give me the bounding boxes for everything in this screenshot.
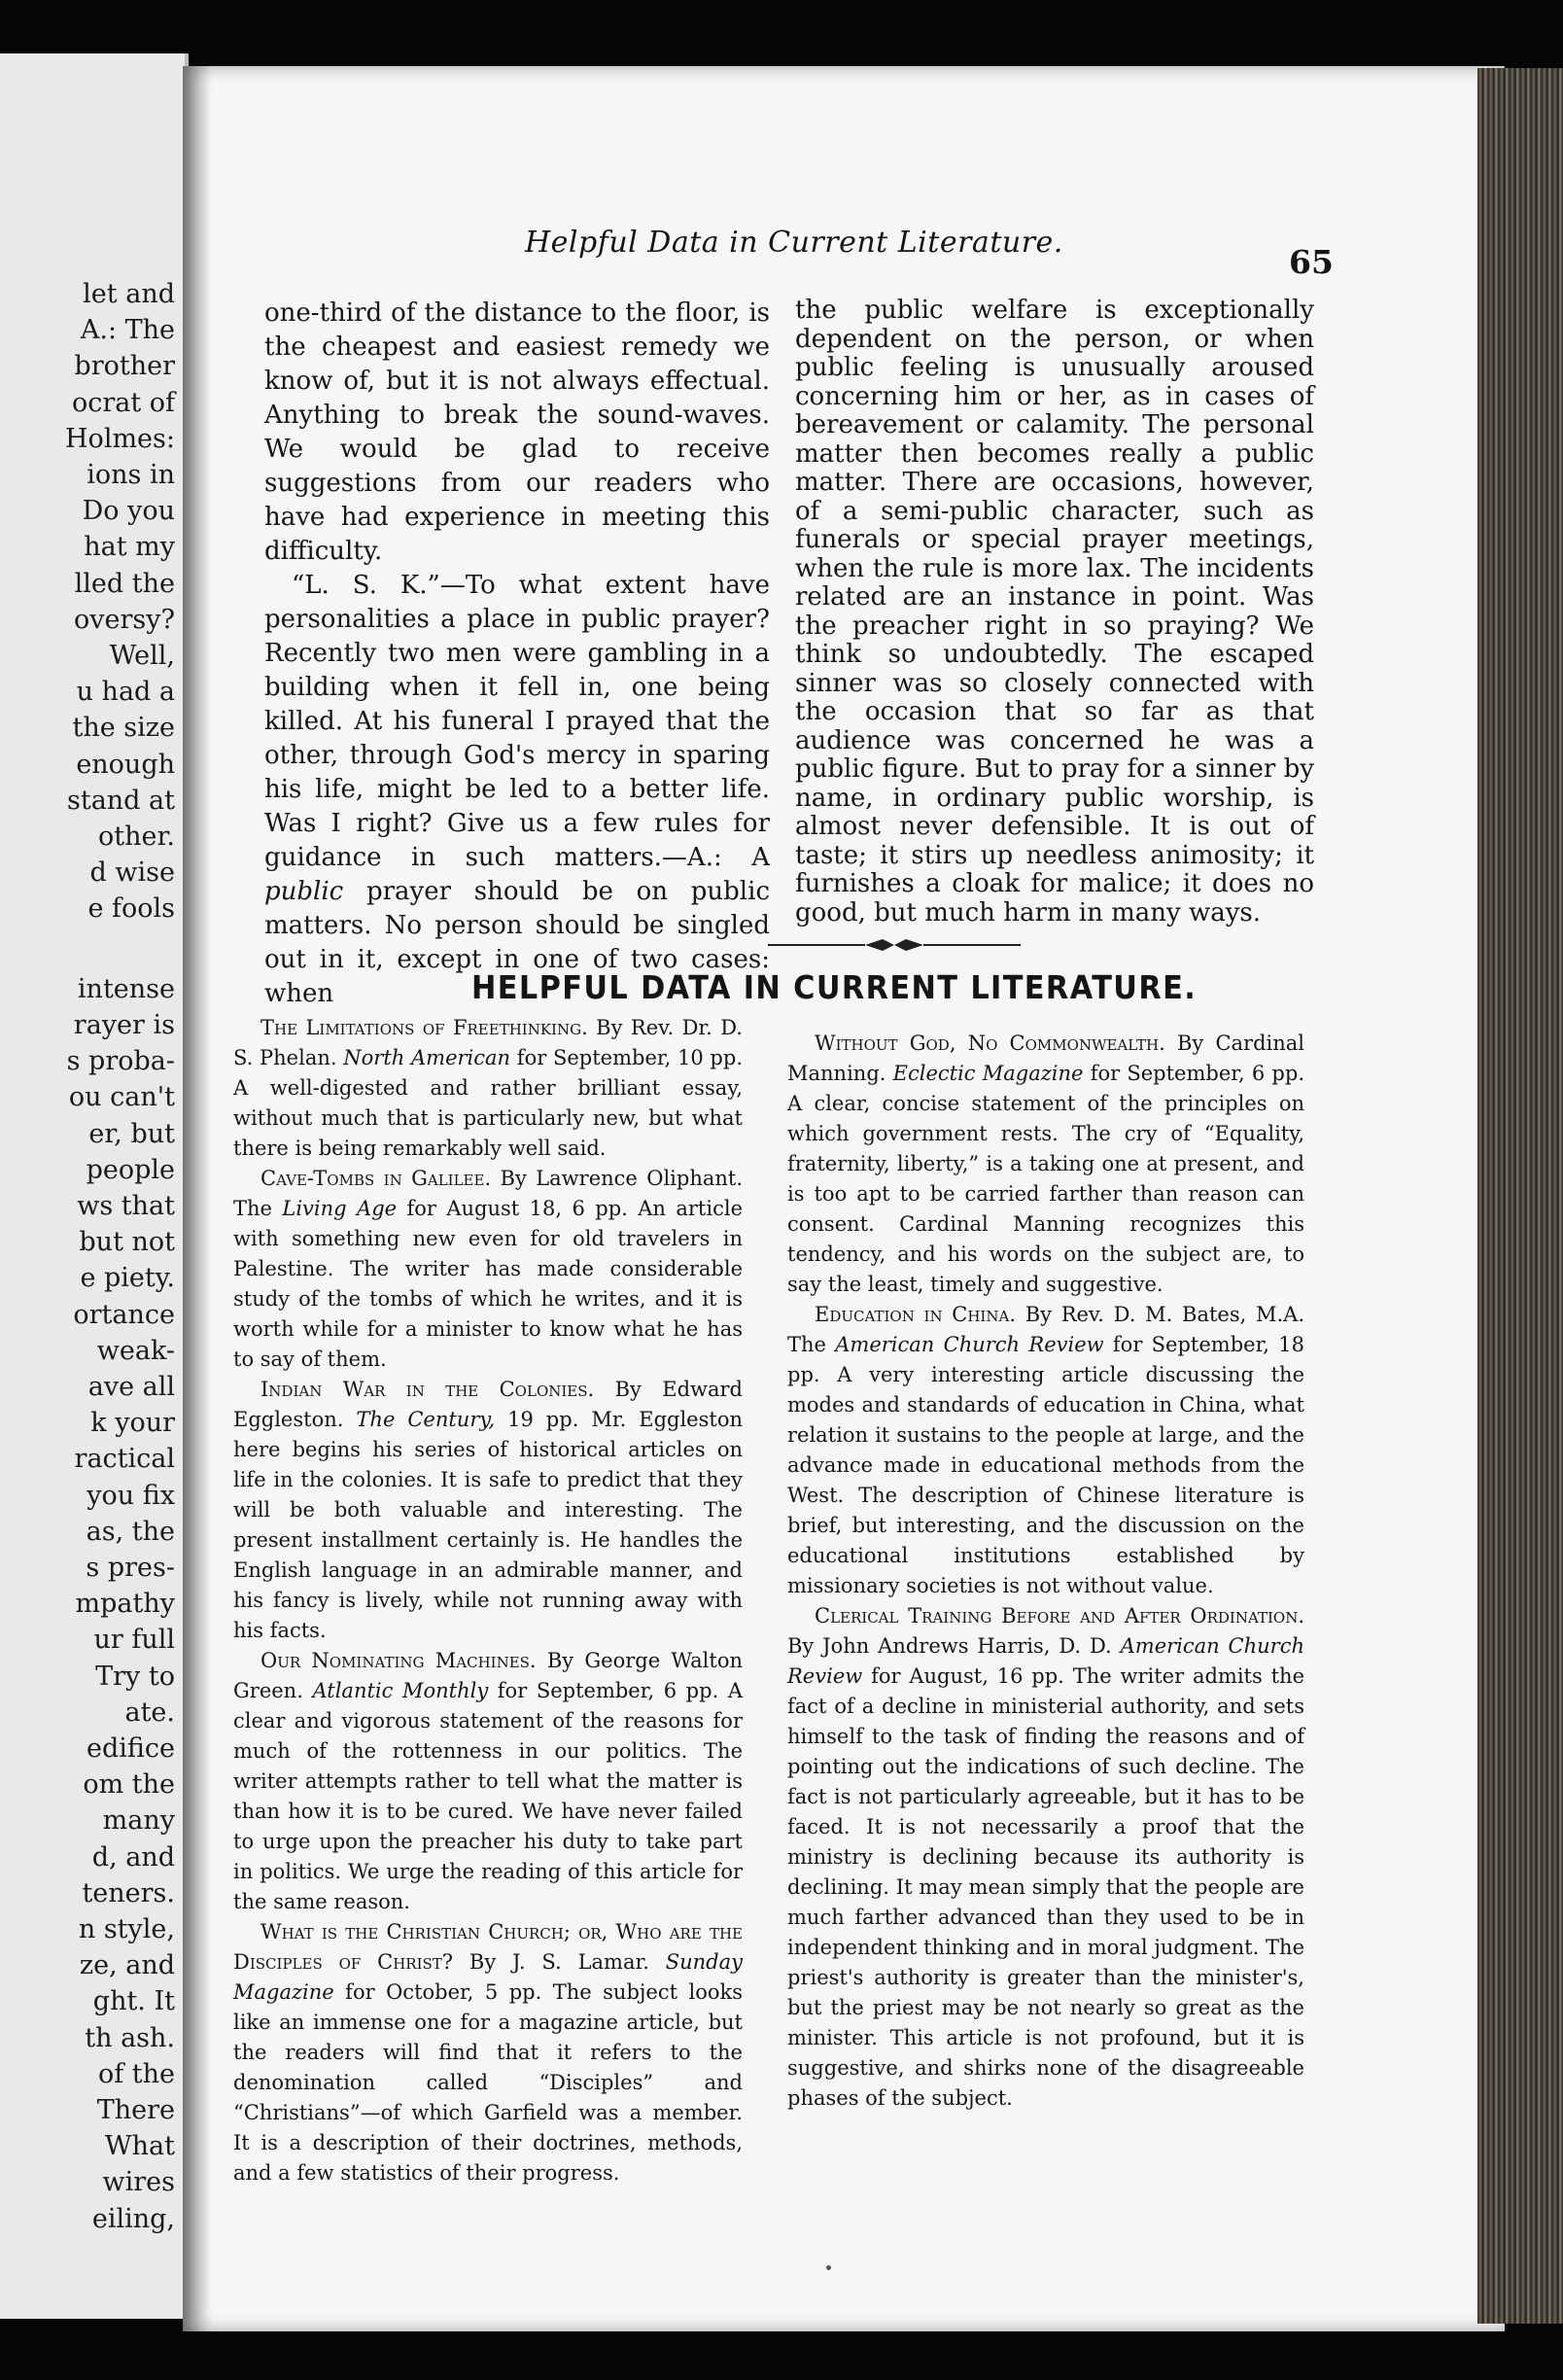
facing-page-line: wires [102,2167,175,2198]
page-gutter-shadow [183,66,212,2331]
facing-page-line: edifice [86,1733,175,1764]
review-entry [233,1164,743,1375]
entry-summary: for August 18, 6 pp. An article with something new even for old travelers in Palestine. The writer has made considerable study of the tombs of which he writes, and it is worth while for a minister to know what he has to say of them. [233,1197,743,1371]
facing-page-line: lled the [74,568,175,599]
entry-source: American Church Review [787,1634,1304,1688]
paper-speck [826,2265,831,2270]
top-left-column [264,297,770,1011]
facing-page-line: ocrat of [71,387,175,418]
facing-page-line: ractical [74,1444,175,1475]
entry-byline: By J. S. Lamar. [453,1950,666,1974]
facing-page-line: but not [79,1227,175,1258]
facing-page-line: ws that [77,1191,175,1221]
entry-title: What is the Christian Church; or, Who are the Disciples of Christ? [233,1920,743,1974]
facing-page-line: ortance [73,1299,175,1330]
entry-summary: for September, 6 pp. A clear, concise statement of the principles on which government rests. The cry of “Equality, fraternity, liberty,” is a taking one at present, and is too apt to be carried farther than reason can consent. Cardinal Manning recognizes this tendency, and his words on the subject are, to say the least, timely and suggestive. [787,1062,1304,1296]
reviews-left-column [233,1013,743,2188]
top-right-column [795,297,1314,928]
entry-title: Education in China. [815,1303,1016,1326]
review-entry [787,1300,1304,1601]
review-entry [787,1029,1304,1300]
entry-byline: By John Andrews Harris, D. D. [787,1634,1121,1658]
facing-page-line: er, but [88,1118,175,1149]
reviews-right-column [787,1029,1304,2114]
question-paragraph: “L. S. K.”—To what extent have personalities a place in public prayer? Recently two men were gambling in a building when it fell in, one being killed. At his funeral I prayed that the other, through God's mercy in sparing his life, might be led to a better life. Was I right? Give us a few rules for guidance in such matters.—A.: A public prayer should be on public matters. No person should be singled out in it, except in one of two cases: when [264,571,770,1008]
facing-page-line: eiling, [91,2203,175,2234]
facing-page-line: Try to [95,1661,175,1692]
facing-page-line: the size [72,713,175,744]
facing-page-line: of the [97,2058,175,2089]
entry-summary: 19 pp. Mr. Eggleston here begins his series of historical articles on life in the colonies. It is safe to predict that they will be both valuable and interesting. The present installment certainly is. He handles the English language in an admirable manner, and his fancy is lively, while not running away with his facts. [233,1408,743,1642]
facing-page-line: Well, [109,641,175,671]
review-entry [787,1601,1304,2114]
entry-summary: for September, 6 pp. A clear and vigorous statement of the reasons for much of the rottenness in our politics. The writer attempts rather to tell what the matter is than how it is to be cured. We have never failed to urge upon the preacher his duty to take part in politics. We urge the reading of this article for the same reason. [233,1679,743,1913]
ornamental-rule [768,938,1021,952]
facing-page-line: There [96,2095,175,2125]
facing-page-line: Do you [82,496,175,527]
paragraph: one-third of the distance to the floor, is the cheapest and easiest remedy we know of, but it is not always effectual. Anything to break the sound-waves. We would be glad to receive suggestions from our readers who have had experience in meeting this difficulty. [264,298,770,566]
facing-page-line: teners. [82,1877,175,1908]
facing-page-line: rayer is [73,1010,175,1040]
entry-byline: By Rev. D. M. Bates, M.A. The [787,1303,1304,1356]
entry-title: Cave-Tombs in Galilee. [260,1167,492,1190]
facing-page-line: om the [83,1769,175,1801]
page-edges [1477,68,1563,2324]
entry-source: Atlantic Monthly [312,1679,489,1702]
facing-page-line: d wise [89,858,175,889]
entry-byline: By Lawrence Oliphant. The [233,1167,743,1220]
entry-source: Eclectic Magazine [892,1062,1084,1085]
facing-page-line: th ash. [85,2022,175,2053]
facing-page-line: stand at [66,785,175,816]
entry-source: North American [343,1046,511,1069]
entry-title: Our Nominating Machines. [260,1649,537,1672]
facing-page-line: e fools [87,893,175,925]
facing-page-line: d, and [91,1841,175,1872]
facing-page-line: s proba- [66,1046,175,1077]
facing-page-line: let and [83,279,175,309]
entry-byline: By Rev. Dr. D. S. Phelan. [233,1016,743,1069]
entry-summary: for September, 18 pp. A very interesting article discussing the modes and standards of education in China, what relation it sustains to the people at large, and the advance made in educational methods from the West. The description of Chinese literature is brief, but interesting, and the discussion on the educational institutions established by missionary societies is not without value. [787,1333,1304,1597]
entry-source: Sunday Magazine [233,1950,743,2004]
entry-title: Clerical Training Before and After Ordination. [815,1604,1304,1628]
facing-page-line: k your [90,1408,175,1439]
facing-page-line: e piety. [80,1263,175,1294]
facing-page-line: ur full [93,1625,175,1656]
page-number: 65 [1289,243,1334,281]
review-entry [233,1917,743,2188]
review-entry [233,1013,743,1164]
facing-page-line: u had a [76,677,175,708]
entry-title: Indian War in the Colonies. [260,1378,595,1401]
facing-page-line: ions in [87,460,175,490]
entry-byline: By Cardinal Manning. [787,1032,1304,1085]
facing-page-line: hat my [84,532,175,563]
facing-page-line: s pres- [86,1553,175,1583]
facing-page-line: other. [98,822,175,852]
facing-page-line: Holmes: [65,423,175,454]
entry-source: The Century, [356,1408,496,1431]
facing-page-line: many [102,1805,175,1837]
entry-title: The Limitations of Freethinking. [260,1016,588,1039]
entry-source: Living Age [282,1197,398,1220]
facing-page-line: ze, and [79,1950,175,1981]
facing-page-line: ave all [87,1372,175,1402]
facing-page-line: n style, [78,1914,175,1944]
facing-page-line: weak- [96,1335,175,1366]
facing-page-line: mpathy [75,1589,175,1620]
answer-paragraph: the public welfare is exceptionally dependent on the person, or when public feeling is unusually aroused concerning him or her, as in cases of bereavement or calamity. The personal matter then becomes really a public matter. There are occasions, however, of a semi-public character, such as funerals or special prayer meetings, when the rule is more lax. The incidents related are an instance in point. Was the preacher right in so praying? We think so undoubtedly. The escaped sinner was so closely connected with the occasion that so far as that audience was concerned he was a public figure. But to pray for a sinner by name, in ordinary public worship, is almost never defensible. It is out of taste; it stirs up needless animosity; it furnishes a cloak for malice; it does no good, but much harm in many ways. [795,296,1314,928]
facing-page-line: intense [77,973,175,1004]
review-entry [233,1646,743,1917]
running-head: Helpful Data in Current Literature. [525,226,1063,260]
entry-title: Without God, No Commonwealth. [815,1032,1165,1055]
facing-page-line: enough [76,749,175,780]
facing-page-line: ght. It [92,1986,175,2017]
facing-page [0,53,189,2319]
facing-page-line: A.: The [80,315,175,346]
entry-summary: for September, 10 pp. A well-digested and rather brilliant essay, without much that is particularly new, but what there is being remarkably well said. [233,1046,743,1160]
entry-summary: for August, 16 pp. The writer admits the fact of a decline in ministerial authority, and sets himself to the task of finding the reasons and of pointing out the indications of such decline. The fact is not particularly agreeable, but it has to be faced. It is not necessarily a proof that the ministry is declining because its authority is declining. It may mean simply that the people are much farther advanced than they used to be in independent thinking and in moral judgment. The priest's authority is greater than the minister's, but the priest may be not nearly so great as the minister. This article is not profound, but it is suggestive, and shirks none of the disagreeable phases of the subject. [787,1664,1304,2110]
entry-byline: By George Walton Green. [233,1649,743,1702]
facing-page-line: brother [74,351,175,382]
facing-page-line: ate. [124,1697,175,1728]
facing-page-line: What [104,2131,175,2162]
entry-byline: By Edward Eggleston. [233,1378,743,1431]
review-entry [233,1375,743,1646]
entry-summary: for October, 5 pp. The subject looks like an immense one for a magazine article, but the readers will find that it refers to the denomination called “Disciples” and “Christians”—of which Garfield was a member. It is a description of their doctrines, methods, and a few statistics of their progress. [233,1980,743,2185]
facing-page-line: ou can't [68,1082,175,1113]
facing-page-line: as, the [86,1516,175,1547]
facing-page-line: oversy? [74,604,175,635]
facing-page-line: you fix [87,1480,175,1511]
facing-page-line: people [86,1154,175,1185]
section-title: HELPFUL DATA IN CURRENT LITERATURE. [471,968,1198,1006]
entry-source: American Church Review [835,1333,1104,1356]
